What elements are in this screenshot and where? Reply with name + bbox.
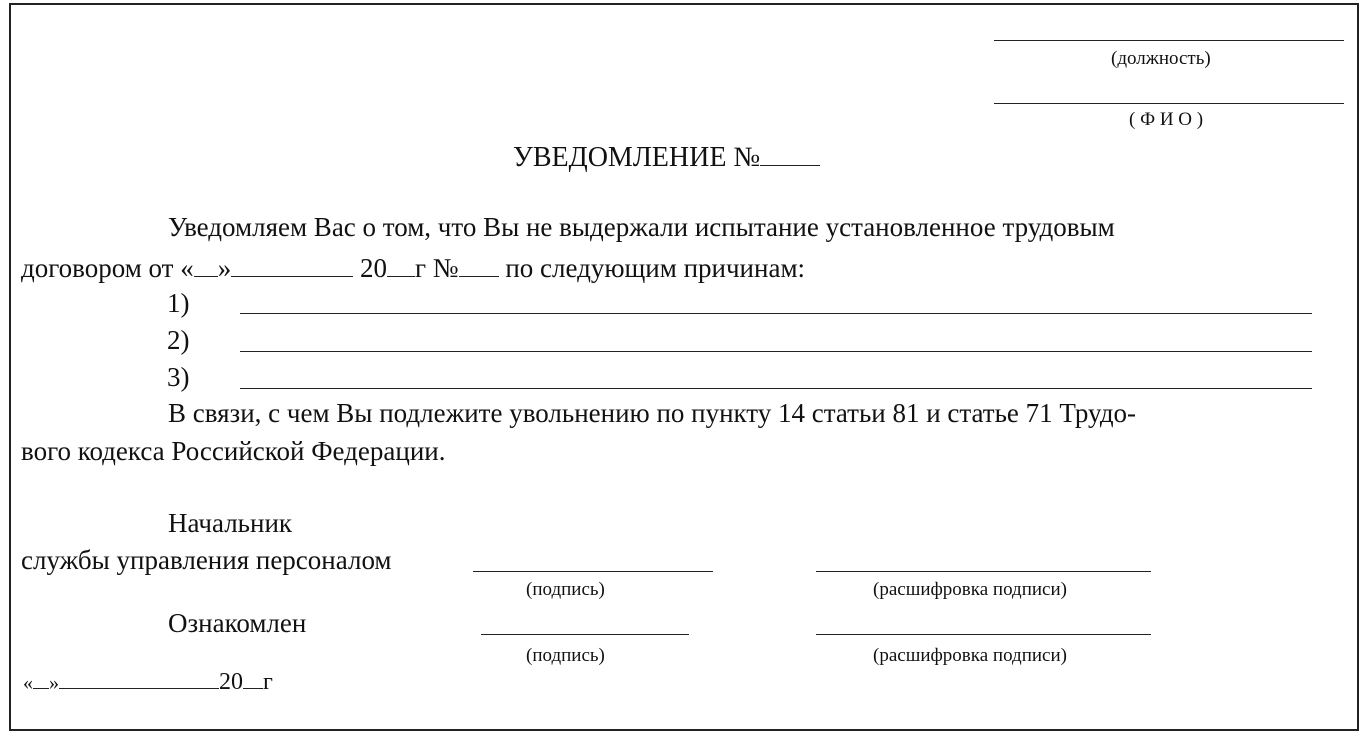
head-title-line2: службы управления персоналом xyxy=(21,545,392,575)
acquainted-label: Ознакомлен xyxy=(168,608,307,638)
contract-number-blank xyxy=(459,254,499,277)
document-title xyxy=(513,142,820,174)
notification-form xyxy=(9,3,1359,731)
para2-line1: В связи, с чем Вы подлежите увольнению по пункту 14 статьи 81 и статье 71 Трудо- xyxy=(168,398,1137,428)
date-line xyxy=(23,670,273,695)
para1-line2 xyxy=(21,253,805,283)
contract-month-blank xyxy=(231,254,353,277)
reasons-intro: по следующим причинам: xyxy=(498,253,806,283)
reason-label-3: 3) xyxy=(167,362,190,392)
reason-line-1 xyxy=(240,313,1312,314)
head-signature-caption: (подпись) xyxy=(526,579,605,600)
head-decryption-line xyxy=(816,571,1151,572)
contract-year-prefix: 20 xyxy=(353,253,387,283)
acquainted-decryption-line xyxy=(816,634,1151,635)
acquainted-signature-line xyxy=(481,634,689,635)
date-year-prefix: 20 xyxy=(219,669,243,695)
fio-caption: ( Ф И О ) xyxy=(1129,109,1204,130)
date-close-quote: » xyxy=(49,672,59,694)
para2-line2: вого кодекса Российской Федерации. xyxy=(21,436,446,466)
reason-line-2 xyxy=(240,351,1312,352)
date-year-blank xyxy=(243,670,263,689)
contract-date-prefix: договором от « xyxy=(21,253,194,283)
reason-label-2: 2) xyxy=(167,325,190,355)
head-title-line1: Начальник xyxy=(168,508,293,538)
date-open-quote: « xyxy=(23,672,33,694)
fio-blank-line xyxy=(994,103,1344,104)
head-decryption-caption: (расшифровка подписи) xyxy=(873,579,1067,600)
title-number-blank xyxy=(760,143,820,166)
contract-number-label: г № xyxy=(414,253,459,283)
contract-year-blank xyxy=(387,254,415,277)
contract-date-quote: » xyxy=(217,253,232,283)
para1-line1: Уведомляем Вас о том, что Вы не выдержали испытание установленное трудовым xyxy=(168,212,1115,242)
date-year-suffix: г xyxy=(263,669,273,695)
acquainted-decryption-caption: (расшифровка подписи) xyxy=(873,645,1067,666)
date-month-blank xyxy=(59,670,219,689)
position-blank-line xyxy=(994,40,1344,41)
position-caption: (должность) xyxy=(1111,48,1211,69)
reason-line-3 xyxy=(240,388,1312,389)
reason-label-1: 1) xyxy=(167,288,190,318)
head-signature-line xyxy=(473,571,713,572)
title-text: УВЕДОМЛЕНИЕ № xyxy=(513,142,761,173)
contract-day-blank xyxy=(194,254,218,277)
acquainted-signature-caption: (подпись) xyxy=(526,645,605,666)
date-day-blank xyxy=(33,670,49,689)
